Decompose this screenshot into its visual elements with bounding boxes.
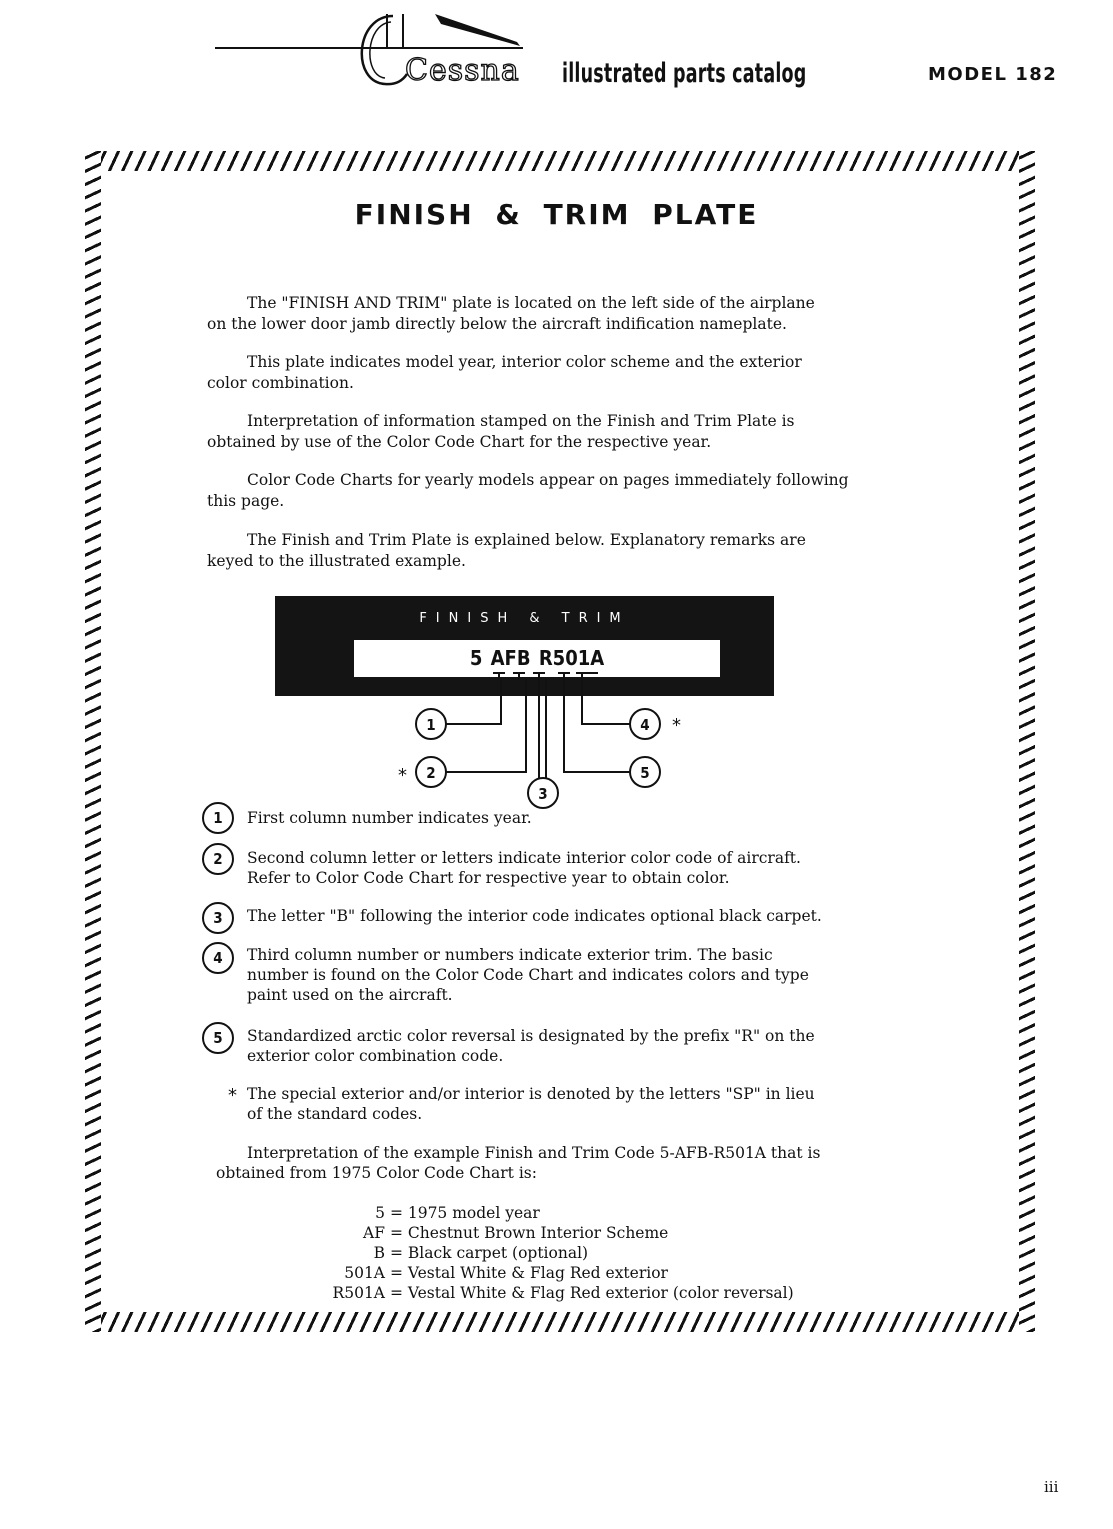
note-item: First column number indicates year. xyxy=(247,809,532,827)
svg-text:Cessna: Cessna xyxy=(405,53,520,88)
note-item: Second column letter or letters indicate interior color code of aircraft. Refer to Color Code Chart for respective year to obtain color. xyxy=(247,849,801,887)
note-item: Standardized arctic color reversal is designated by the prefix "R" on the exterior color combination code. xyxy=(247,1027,815,1065)
note-badge: 4 xyxy=(202,942,234,974)
note-badge: 1 xyxy=(202,802,234,834)
callout-4-star: * xyxy=(672,715,681,736)
interpretation-row: B = Black carpet (optional) xyxy=(373,1244,589,1262)
special-note-star: * xyxy=(228,1085,237,1106)
callout-4: 4 xyxy=(640,716,650,734)
intro-paragraph: Interpretation of information stamped on the Finish and Trim Plate is obtained by use of the Color Code Chart for the respective year. xyxy=(207,412,795,451)
plate-code: 5 AFB R501A xyxy=(469,646,605,670)
intro-paragraph: This plate indicates model year, interior color scheme and the exterior color combination. xyxy=(207,353,802,392)
callout-3: 3 xyxy=(538,785,548,803)
intro-paragraph: Color Code Charts for yearly models appear on pages immediately following this page. xyxy=(207,471,849,510)
note-item: Third column number or numbers indicate exterior trim. The basic number is found on the Color Code Chart and indicates colors and type paint used on the aircraft. xyxy=(247,946,809,1004)
catalog-title: illustrated parts catalog xyxy=(562,58,807,89)
border-right xyxy=(1019,151,1035,1332)
model-label: MODEL 182 xyxy=(928,64,1058,85)
note-badge: 3 xyxy=(202,902,234,934)
page-title: FINISH & TRIM PLATE xyxy=(354,198,759,231)
callout-5: 5 xyxy=(640,764,650,782)
special-note: The special exterior and/or interior is denoted by the letters "SP" in lieu of the standard codes. xyxy=(247,1085,815,1123)
plate-title: FINISH & TRIM xyxy=(419,611,630,626)
interpretation-row: R501A = Vestal White & Flag Red exterior (color reversal) xyxy=(332,1284,794,1302)
border-left xyxy=(85,151,101,1332)
callout-2-star: * xyxy=(398,765,407,786)
note-badge: 2 xyxy=(202,843,234,875)
interpretation-intro: Interpretation of the example Finish and Trim Code 5-AFB-R501A that is obtained from 1975 Color Code Chart is: xyxy=(216,1144,821,1182)
callout-diagram xyxy=(380,665,700,810)
note-badge: 5 xyxy=(202,1022,234,1054)
interpretation-row: 5 = 1975 model year xyxy=(375,1204,540,1222)
page-number: iii xyxy=(1044,1478,1059,1496)
intro-paragraph: The "FINISH AND TRIM" plate is located on the left side of the airplane on the lower door jamb directly below the aircraft indification nameplate. xyxy=(207,294,815,333)
interpretation-row: AF = Chestnut Brown Interior Scheme xyxy=(363,1224,669,1242)
border-top xyxy=(85,151,1035,171)
interpretation-table xyxy=(310,1203,794,1303)
note-item: The letter "B" following the interior code indicates optional black carpet. xyxy=(247,907,822,925)
intro-paragraph: The Finish and Trim Plate is explained below. Explanatory remarks are keyed to the illustrated example. xyxy=(207,531,806,570)
interpretation-row: 501A = Vestal White & Flag Red exterior xyxy=(344,1264,668,1282)
cessna-logo xyxy=(345,8,555,88)
border-bottom xyxy=(85,1312,1035,1332)
callout-2: 2 xyxy=(426,764,436,782)
callout-1: 1 xyxy=(426,716,436,734)
